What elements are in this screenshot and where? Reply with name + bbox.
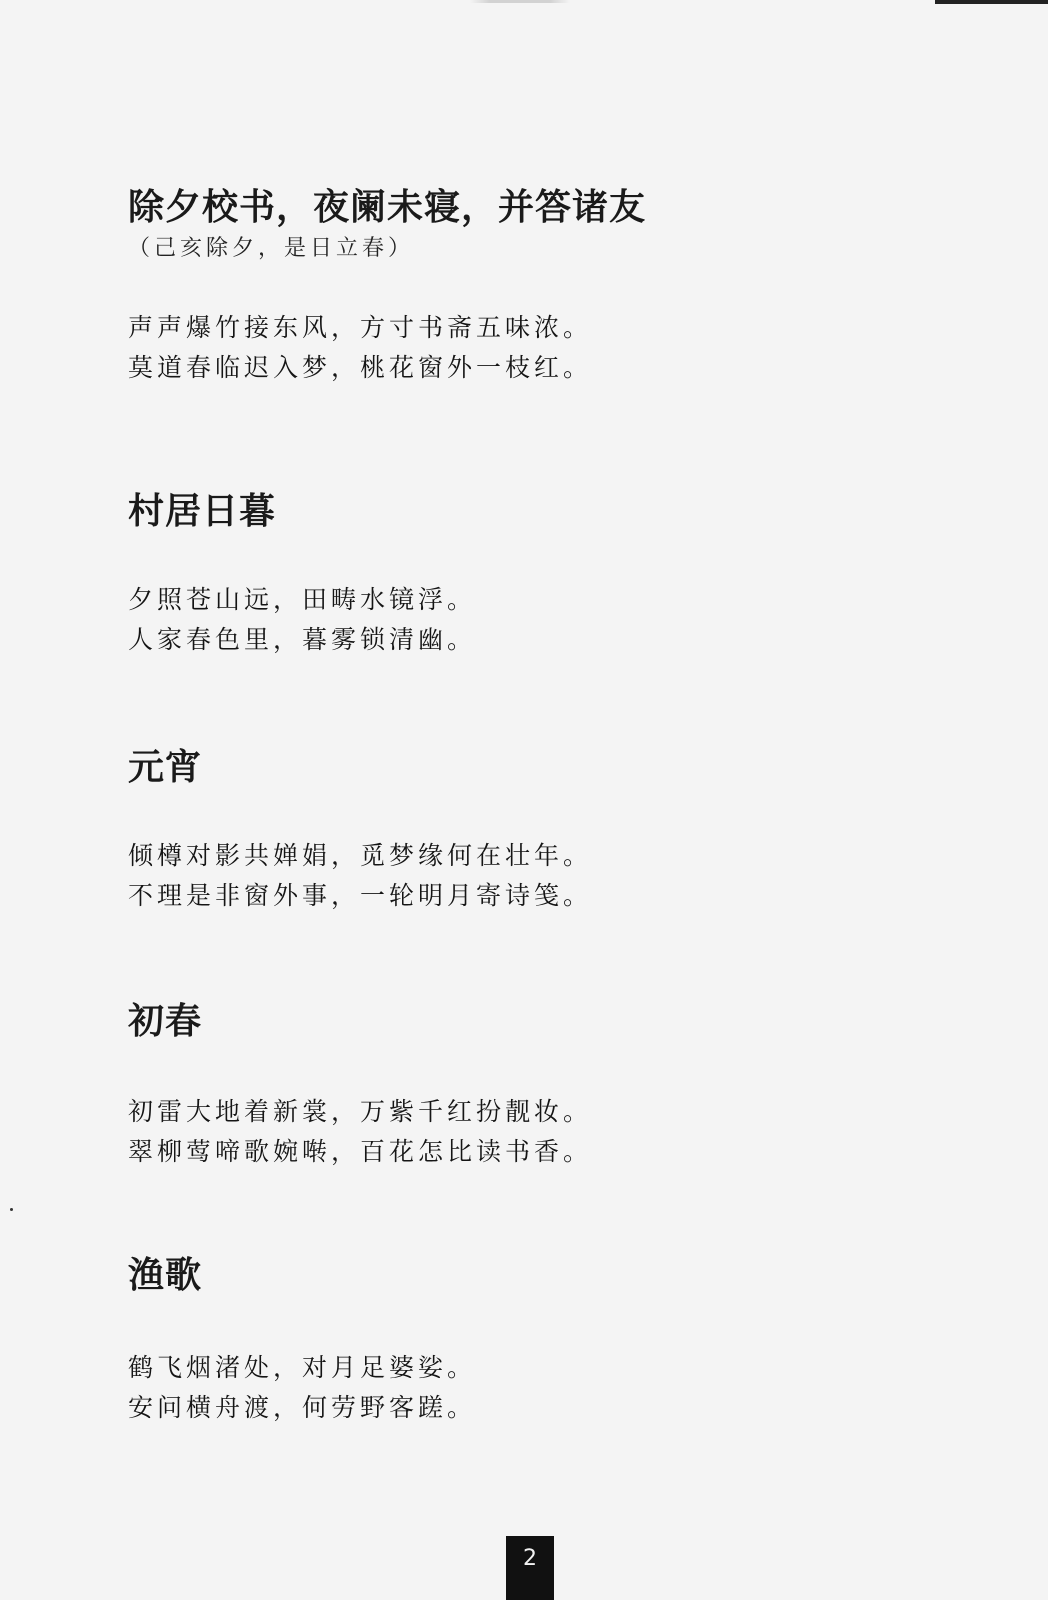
poem-line: 人家春色里，暮雾锁清幽。 bbox=[128, 625, 477, 654]
poem-line: 倾樽对影共婵娟，觅梦缘何在壮年。 bbox=[128, 841, 593, 870]
poem-lines bbox=[128, 1092, 928, 1172]
scan-mark bbox=[470, 0, 570, 3]
poem-line: 夕照苍山远，田畴水镜浮。 bbox=[128, 585, 477, 614]
poem-lines bbox=[128, 1348, 928, 1428]
scan-speck bbox=[10, 1208, 13, 1211]
poem-subtitle: （己亥除夕，是日立春） bbox=[128, 236, 415, 261]
poem-3 bbox=[128, 746, 928, 916]
poem-line: 声声爆竹接东风，方寸书斋五味浓。 bbox=[128, 313, 593, 342]
poem-line: 翠柳莺啼歌婉啭，百花怎比读书香。 bbox=[128, 1137, 593, 1166]
poem-line: 莫道春临迟入梦，桃花窗外一枝红。 bbox=[128, 353, 593, 382]
poem-title: 村居日暮 bbox=[128, 491, 277, 532]
poem-title: 初春 bbox=[128, 1001, 203, 1042]
poem-4 bbox=[128, 1000, 928, 1172]
poem-line: 安问横舟渡，何劳野客蹉。 bbox=[128, 1393, 477, 1422]
poem-title: 元宵 bbox=[128, 747, 203, 788]
poem-line: 不理是非窗外事，一轮明月寄诗笺。 bbox=[128, 881, 593, 910]
header-rule bbox=[935, 0, 1048, 4]
poem-1 bbox=[128, 186, 928, 388]
poem-title: 渔歌 bbox=[128, 1255, 203, 1296]
poem-lines bbox=[128, 580, 928, 660]
poem-2 bbox=[128, 490, 928, 660]
poem-line: 初雷大地着新裳，万紫千红扮靓妆。 bbox=[128, 1097, 593, 1126]
poem-lines bbox=[128, 308, 928, 388]
page-number: 2 bbox=[506, 1536, 554, 1600]
poem-lines bbox=[128, 836, 928, 916]
poem-title: 除夕校书，夜阑未寝，并答诸友 bbox=[128, 187, 647, 228]
poem-line: 鹤飞烟渚处，对月足婆娑。 bbox=[128, 1353, 477, 1382]
poem-5 bbox=[128, 1254, 928, 1428]
